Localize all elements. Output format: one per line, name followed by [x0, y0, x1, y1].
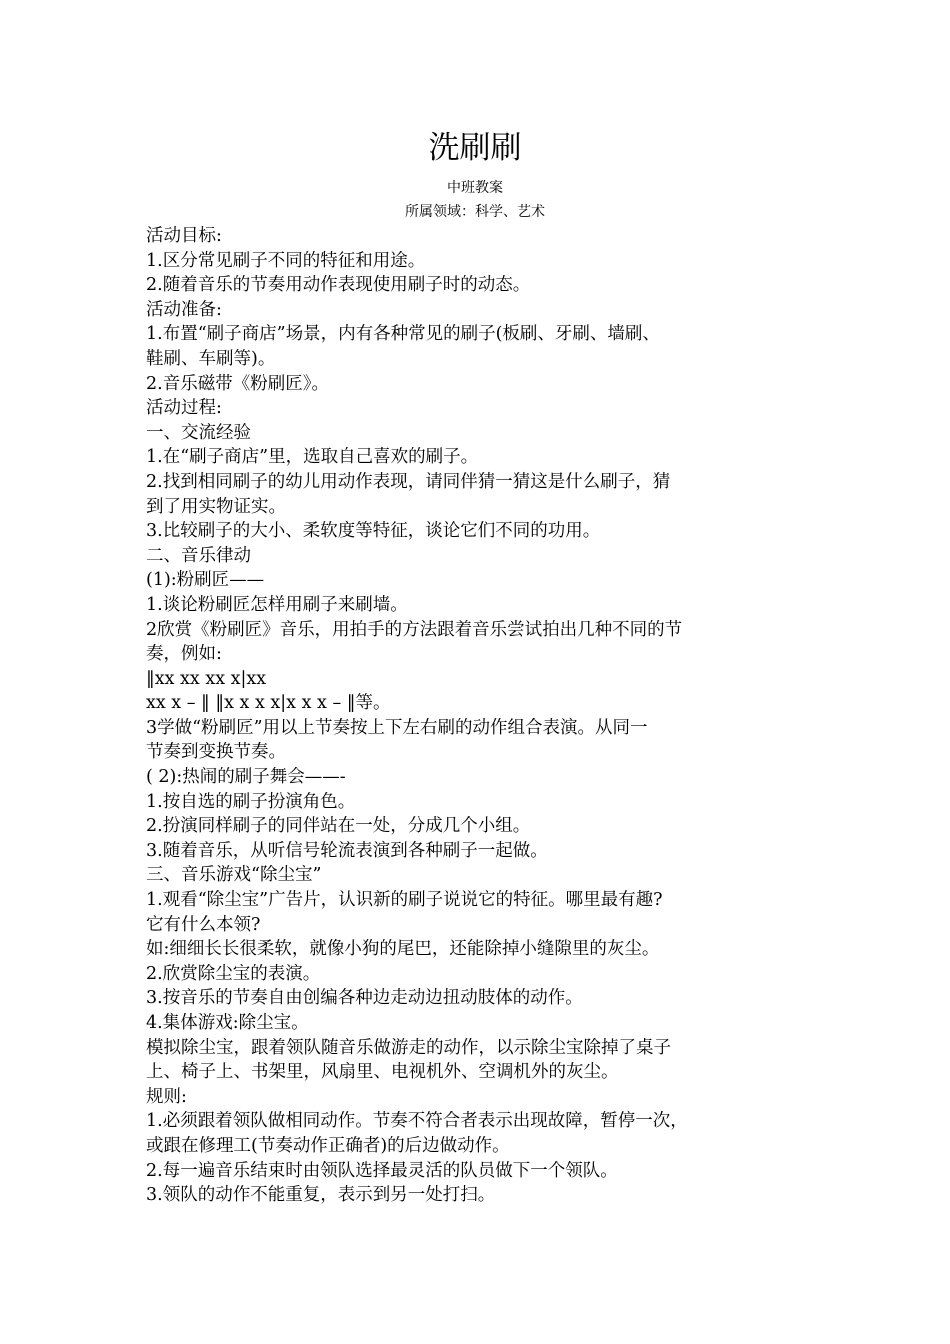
text-line: ‖xx xx xx x|xx [146, 668, 267, 689]
text-line: 奏，例如: [146, 644, 222, 665]
text-line: 到了用实物证实。 [146, 496, 286, 517]
text-line: 二、音乐律动 [146, 545, 251, 566]
text-line: 1.区分常见刷子不同的特征和用途。 [146, 250, 426, 271]
text-line: 2.扮演同样刷子的同伴站在一处，分成几个小组。 [146, 816, 531, 837]
document-body [146, 224, 826, 1208]
text-line: 如:细细长长很柔软，就像小狗的尾巴，还能除掉小缝隙里的灰尘。 [146, 939, 660, 960]
text-line: 3.领队的动作不能重复，表示到另一处打扫。 [146, 1185, 496, 1206]
text-line: 2.随着音乐的节奏用动作表现使用刷子时的动态。 [146, 275, 531, 296]
text-line: 2欣赏《粉刷匠》音乐，用拍手的方法跟着音乐尝试拍出几种不同的节 [146, 619, 683, 640]
text-line: 1.观看“除尘宝”广告片，认识新的刷子说说它的特征。哪里最有趣? [146, 890, 663, 911]
text-line: 1.在“刷子商店”里，选取自己喜欢的刷子。 [146, 447, 479, 468]
text-line: 1.布置“刷子商店”场景，内有各种常见的刷子(板刷、牙刷、墙刷、 [146, 324, 660, 345]
text-line: (1):粉刷匠—— [146, 570, 265, 591]
text-line: 2.欣赏除尘宝的表演。 [146, 963, 321, 984]
text-line: 2.音乐磁带《粉刷匠》。 [146, 373, 329, 394]
text-line: ( 2):热闹的刷子舞会——- [146, 767, 346, 788]
document-domain-line: 所属领域：科学、艺术 [405, 204, 545, 220]
document-title: 洗刷刷 [428, 130, 522, 166]
text-line: 活动目标: [146, 226, 222, 246]
text-line: 模拟除尘宝，跟着领队随音乐做游走的动作，以示除尘宝除掉了桌子 [146, 1037, 671, 1058]
text-line: 鞋刷、车刷等)。 [146, 348, 276, 369]
text-line: 3.比较刷子的大小、柔软度等特征，谈论它们不同的功用。 [146, 521, 601, 542]
text-line: 2.每一遍音乐结束时由领队选择最灵活的队员做下一个领队。 [146, 1160, 618, 1181]
text-line: 三、音乐游戏“除尘宝” [146, 865, 322, 886]
text-line: 上、椅子上、书架里，风扇里、电视机外、空调机外的灰尘。 [146, 1062, 619, 1083]
text-line: 1.必须跟着领队做相同动作。节奏不符合者表示出现故障，暂停一次， [146, 1111, 688, 1132]
text-line: 3.随着音乐，从听信号轮流表演到各种刷子一起做。 [146, 840, 548, 861]
text-line: 3.按音乐的节奏自由创编各种边走动边扭动肢体的动作。 [146, 988, 583, 1009]
text-line: xx x – ‖ ‖x x x x|x x x – ‖等。 [146, 693, 391, 714]
text-line: 它有什么本领? [146, 914, 261, 935]
text-line: 1.按自选的刷子扮演角色。 [146, 791, 356, 812]
text-line: 活动过程: [146, 398, 222, 419]
text-line: 一、交流经验 [146, 422, 251, 443]
text-line: 规则: [146, 1086, 187, 1107]
text-line: 或跟在修理工(节奏动作正确者)的后边做动作。 [146, 1135, 510, 1156]
document-subtitle: 中班教案 [447, 180, 503, 196]
text-line: 2.找到相同刷子的幼儿用动作表现，请同伴猜一猜这是什么刷子，猜 [146, 471, 671, 492]
text-line: 1.谈论粉刷匠怎样用刷子来刷墙。 [146, 594, 408, 615]
text-line: 4.集体游戏:除尘宝。 [146, 1013, 309, 1033]
text-line: 活动准备: [146, 299, 222, 320]
text-line: 节奏到变换节奏。 [146, 742, 286, 763]
text-line: 3学做“粉刷匠”用以上节奏按上下左右刷的动作组合表演。从同一 [146, 717, 648, 738]
